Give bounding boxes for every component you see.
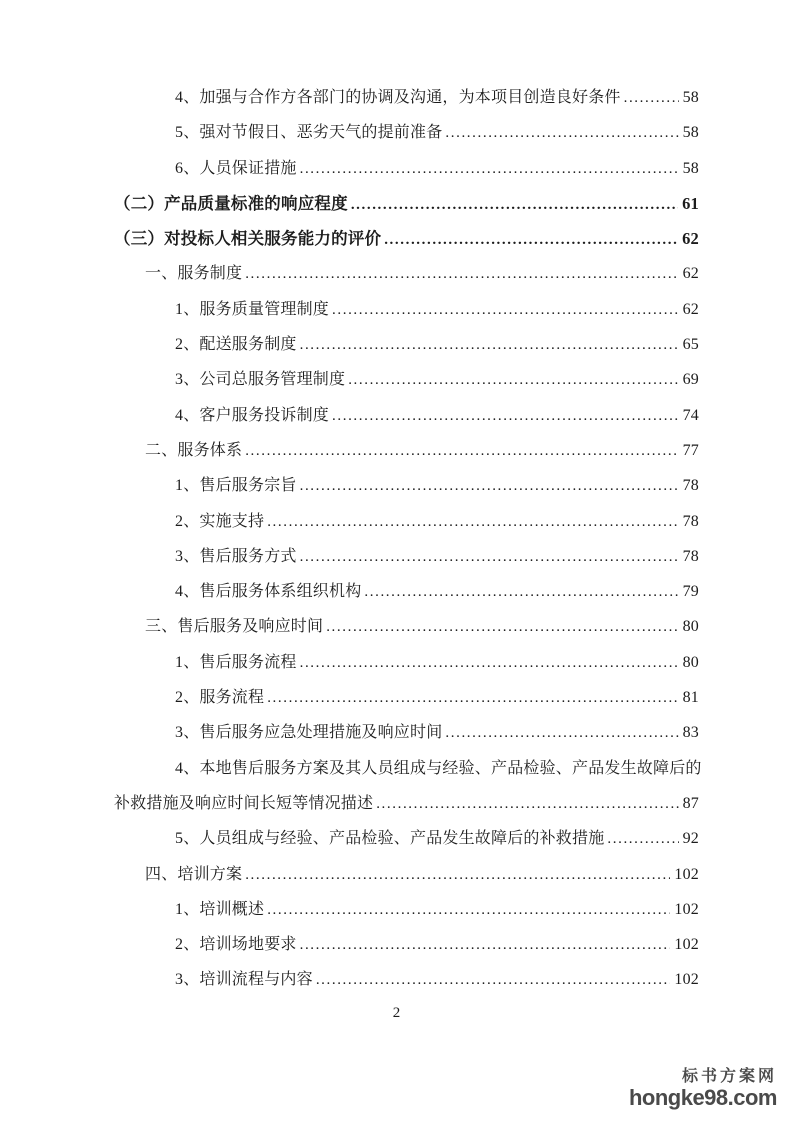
toc-entry — [114, 115, 699, 150]
toc-entry-page: 81 — [682, 689, 699, 707]
toc-entry — [114, 645, 699, 680]
toc-entry — [114, 680, 699, 715]
toc-entry-text: 3、售后服务应急处理措施及响应时间 — [175, 724, 443, 742]
toc-entry — [114, 786, 699, 821]
toc-entry-page: 102 — [674, 865, 699, 883]
toc-entry — [114, 221, 699, 256]
toc-entry-text: 2、培训场地要求 — [175, 936, 297, 954]
toc-entry — [114, 151, 699, 186]
toc-entry-text: 二、服务体系 — [145, 441, 243, 459]
toc-leader-dots — [300, 468, 679, 504]
toc-entry — [114, 927, 699, 962]
toc-leader-dots — [267, 680, 678, 716]
toc-entry-text: 2、实施支持 — [175, 512, 265, 530]
toc-entry — [114, 256, 699, 291]
toc-entry — [114, 821, 699, 856]
toc-entry — [114, 186, 699, 221]
toc-entry-page: 58 — [682, 124, 699, 142]
toc-entry-page: 102 — [674, 900, 699, 918]
toc-entry-page: 78 — [682, 477, 699, 495]
toc-entry-page: 87 — [682, 794, 699, 812]
toc-entry — [114, 962, 699, 997]
toc-entry-page: 58 — [682, 89, 699, 106]
toc-leader-dots — [445, 115, 678, 151]
toc-entry-page: 80 — [682, 618, 699, 636]
toc-entry-text: 5、强对节假日、恶劣天气的提前准备 — [175, 124, 443, 142]
toc-leader-dots — [300, 927, 671, 963]
toc-entry-page: 92 — [682, 830, 699, 848]
toc-entry — [114, 857, 699, 892]
toc-entry-text: 三、售后服务及响应时间 — [145, 618, 324, 636]
toc-entry-text: 4、客户服务投诉制度 — [175, 406, 330, 424]
toc-leader-dots — [245, 433, 678, 469]
toc-entry-page: 80 — [682, 653, 699, 671]
toc-entry — [114, 715, 699, 750]
toc-entry-page: 62 — [682, 300, 699, 318]
toc-entry-text: 1、售后服务宗旨 — [175, 477, 297, 495]
toc-leader-dots — [300, 645, 679, 681]
toc-leader-dots — [376, 786, 678, 822]
toc-leader-dots — [316, 962, 671, 998]
watermark-site: hongke98.com — [628, 1084, 777, 1110]
toc-entry-text: 4、本地售后服务方案及其人员组成与经验、产品检验、产品发生故障后的 — [175, 759, 702, 777]
toc-leader-dots — [351, 186, 678, 223]
toc-leader-dots — [364, 574, 678, 610]
toc-entry-text: 1、培训概述 — [175, 900, 265, 918]
toc-entry-text: 2、配送服务制度 — [175, 336, 297, 354]
toc-leader-dots — [300, 539, 679, 575]
toc-entry-page: 102 — [674, 936, 699, 954]
toc-entry-text: 5、人员组成与经验、产品检验、产品发生故障后的补救措施 — [175, 830, 605, 848]
toc-leader-dots — [332, 398, 679, 434]
toc-entry — [114, 398, 699, 433]
toc-entry — [114, 574, 699, 609]
toc-entry — [114, 892, 699, 927]
toc-entry-page: 77 — [682, 441, 699, 459]
toc-entry-text: 一、服务制度 — [145, 265, 243, 283]
toc-entry-page: 78 — [682, 547, 699, 565]
toc-entry — [114, 539, 699, 574]
toc-entry-text: 3、培训流程与内容 — [175, 971, 313, 989]
toc-entry-page: 58 — [682, 159, 699, 177]
toc-entry-page: 65 — [682, 336, 699, 354]
toc-entry-text: 2、服务流程 — [175, 689, 265, 707]
toc-entry-page: 61 — [682, 193, 699, 213]
toc-entry-text: 补救措施及响应时间长短等情况描述 — [114, 794, 374, 812]
toc-entry-text: 四、培训方案 — [145, 865, 243, 883]
toc-entry-page: 62 — [682, 265, 699, 283]
toc-leader-dots — [624, 80, 679, 116]
toc-entry-text: 4、加强与合作方各部门的协调及沟通，为本项目创造良好条件 — [175, 89, 621, 106]
toc-entry — [114, 468, 699, 503]
toc-entry-page: 69 — [682, 371, 699, 389]
toc-entry — [114, 751, 702, 786]
toc-leader-dots — [300, 151, 679, 187]
toc-entry-page: 74 — [682, 406, 699, 424]
toc-entry — [114, 292, 699, 327]
toc-leader-dots — [245, 256, 678, 292]
toc-entry-page: 78 — [682, 512, 699, 530]
toc-entry-page: 79 — [682, 583, 699, 601]
toc-entry — [114, 327, 699, 362]
toc-leader-dots — [348, 362, 678, 398]
toc-entry-text: 3、售后服务方式 — [175, 547, 297, 565]
toc-entry-page: 83 — [682, 724, 699, 742]
toc-leader-dots — [300, 327, 679, 363]
toc-entry-text: （三）对投标人相关服务能力的评价 — [114, 229, 382, 249]
toc-entry — [114, 504, 699, 539]
toc-entry-text: 6、人员保证措施 — [175, 159, 297, 177]
toc-entry-text: 1、售后服务流程 — [175, 653, 297, 671]
toc-entry — [114, 433, 699, 468]
toc-entry — [114, 609, 699, 644]
toc-entry — [114, 80, 699, 115]
toc-entry-text: 1、服务质量管理制度 — [175, 300, 330, 318]
toc-entry-page: 102 — [674, 971, 699, 989]
toc-entry-text: 3、公司总服务管理制度 — [175, 371, 346, 389]
toc-leader-dots — [326, 609, 678, 645]
watermark-logo — [629, 1069, 777, 1109]
toc-leader-dots — [384, 221, 678, 258]
toc-entry-text: 4、售后服务体系组织机构 — [175, 583, 362, 601]
toc-entry — [114, 362, 699, 397]
toc-leader-dots — [245, 857, 670, 893]
footer-page-number: 2 — [392, 1005, 401, 1021]
toc-leader-dots — [332, 292, 679, 328]
toc-leader-dots — [267, 892, 670, 928]
watermark-title: 标书方案网 — [681, 1068, 777, 1086]
toc-leader-dots — [445, 715, 678, 751]
toc-list — [114, 80, 702, 998]
toc-entry-text: （二）产品质量标准的响应程度 — [114, 193, 348, 213]
toc-leader-dots — [607, 821, 678, 857]
toc-leader-dots — [267, 504, 678, 540]
toc-entry-page: 62 — [682, 229, 699, 249]
